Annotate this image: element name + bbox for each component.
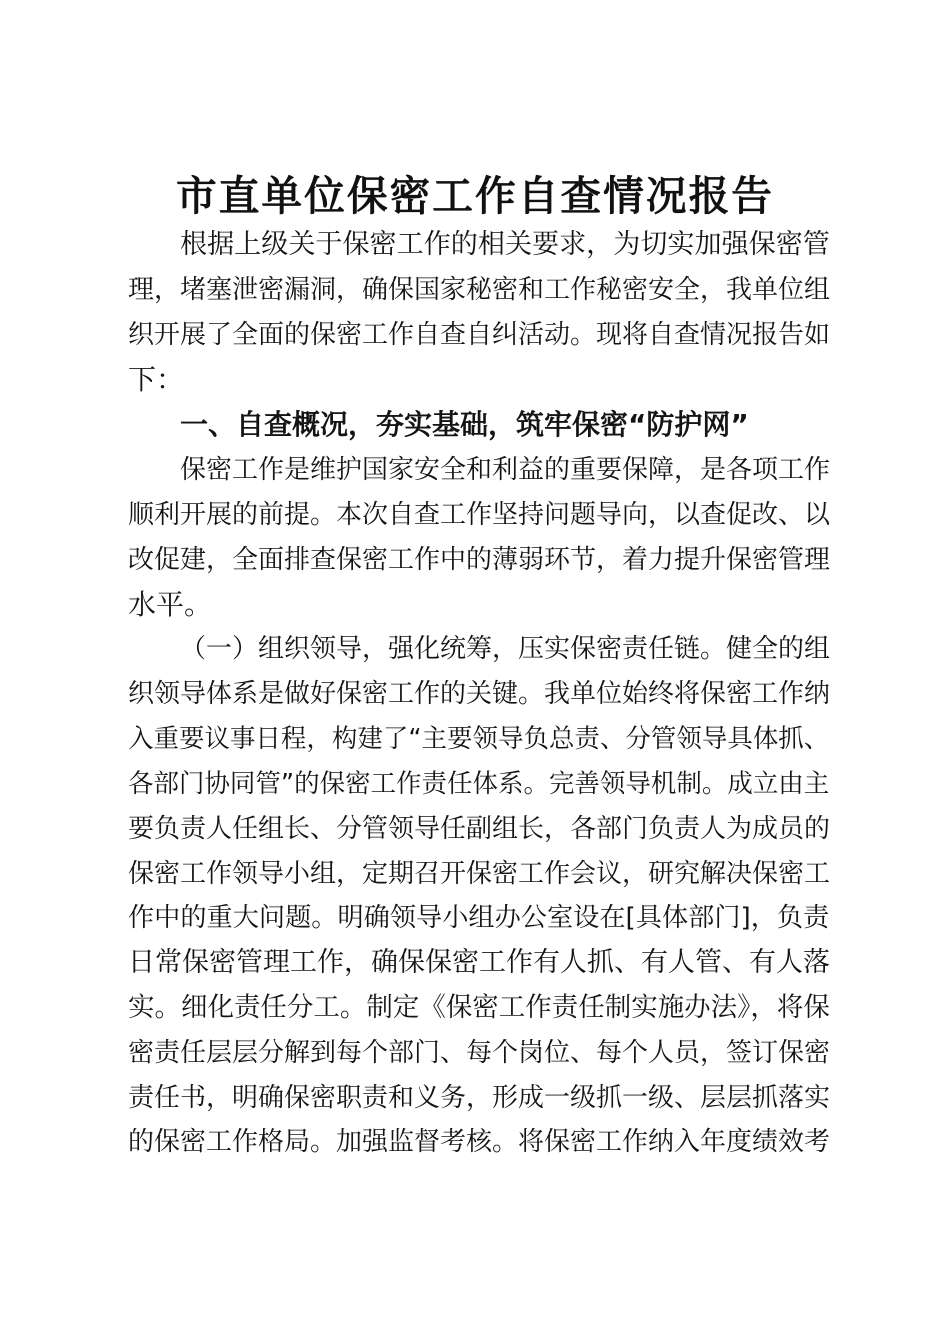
paragraph-line: 密责任层层分解到每个部门、每个岗位、每个人员，签订保密 — [128, 1038, 831, 1068]
paragraph-line: 改促建，全面排查保密工作中的薄弱环节，着力提升保密管理 — [128, 545, 831, 575]
paragraph-line: 理，堵塞泄密漏洞，确保国家秘密和工作秘密安全，我单位组 — [128, 275, 831, 305]
paragraph-line: 下： — [128, 363, 185, 396]
paragraph-line: 的保密工作格局。加强监督考核。将保密工作纳入年度绩效考 — [128, 1127, 831, 1157]
paragraph-line: 作中的重大问题。明确领导小组办公室设在[具体部门]，负责 — [128, 903, 830, 933]
section-heading: 一、自查概况，夯实基础，筑牢保密“防护网” — [180, 408, 749, 441]
paragraph-line: 织领导体系是做好保密工作的关键。我单位始终将保密工作纳 — [128, 679, 831, 709]
document-title: 市直单位保密工作自查情况报告 — [175, 172, 775, 220]
paragraph-line: 顺利开展的前提。本次自查工作坚持问题导向，以查促改、以 — [128, 500, 831, 530]
paragraph-line: 实。细化责任分工。制定《保密工作责任制实施办法》，将保 — [128, 992, 830, 1023]
paragraph-line: 织开展了全面的保密工作自查自纠活动。现将自查情况报告如 — [128, 320, 831, 350]
paragraph-line: 保密工作领导小组，定期召开保密工作会议，研究解决保密工 — [128, 859, 831, 889]
paragraph-line: 责任书，明确保密职责和义务，形成一级抓一级、层层抓落实 — [128, 1083, 831, 1113]
paragraph-line: 要负责人任组长、分管领导任副组长，各部门负责人为成员的 — [128, 814, 831, 844]
paragraph-line: 入重要议事日程，构建了“主要领导负总责、分管领导具体抓、 — [128, 724, 830, 754]
paragraph-line: 各部门协同管”的保密工作责任体系。完善领导机制。成立由主 — [128, 769, 830, 799]
paragraph-line: （一）组织领导，强化统筹，压实保密责任链。健全的组 — [180, 634, 831, 664]
paragraph-line: 保密工作是维护国家安全和利益的重要保障，是各项工作 — [180, 455, 831, 485]
paragraph-line: 根据上级关于保密工作的相关要求，为切实加强保密管 — [180, 229, 830, 260]
paragraph-line: 水平。 — [128, 588, 213, 621]
paragraph-line: 日常保密管理工作，确保保密工作有人抓、有人管、有人落 — [128, 947, 830, 978]
